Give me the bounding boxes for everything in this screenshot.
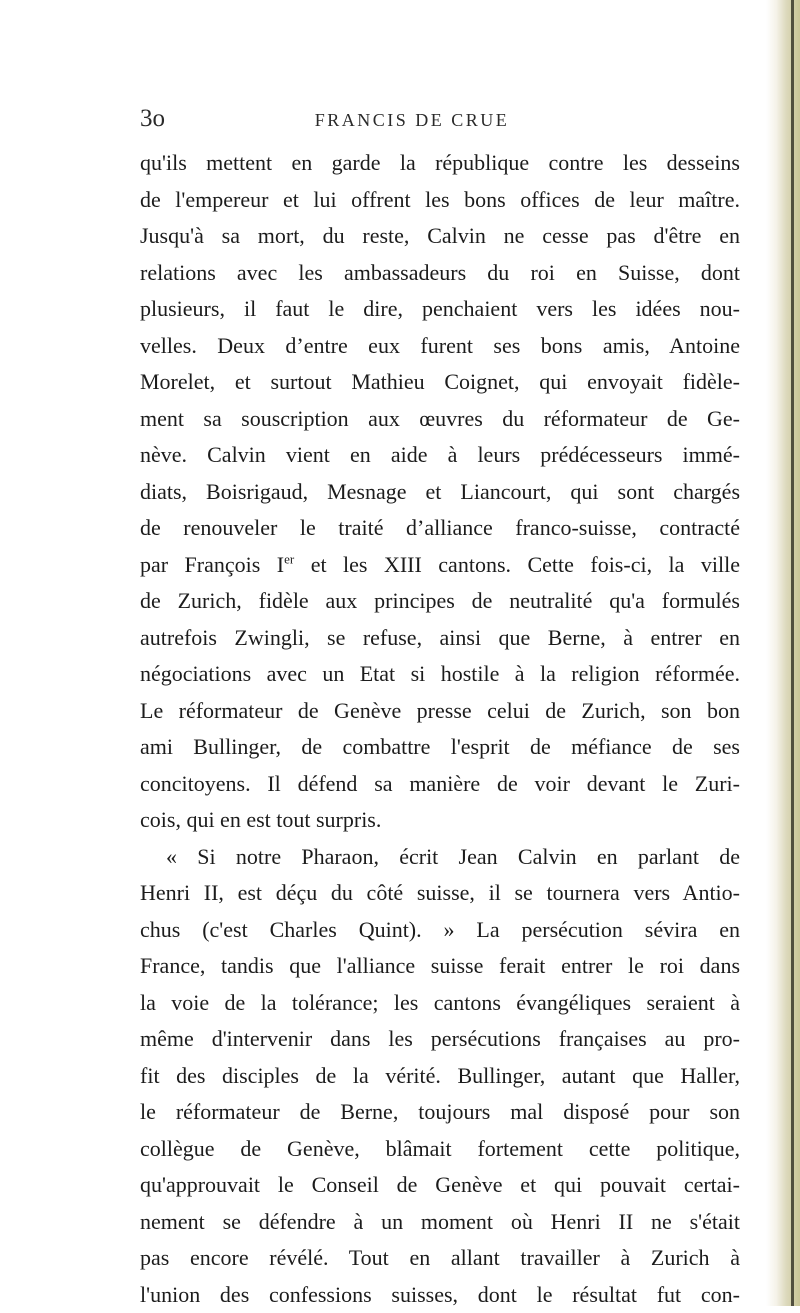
body-text [140, 145, 740, 1313]
text-line: la voie de la tolérance; les cantons évangéliques seraient à [140, 985, 740, 1022]
text-line: relations avec les ambassadeurs du roi en Suisse, dont [140, 255, 740, 292]
text-line: ami Bullinger, de combattre l'esprit de méfiance de ses [140, 729, 740, 766]
text-line: France, tandis que l'alliance suisse ferait entrer le roi dans [140, 948, 740, 985]
text-line: cois, qui en est tout surpris. [140, 802, 740, 839]
text-line: nement se défendre à un moment où Henri II ne s'était [140, 1204, 740, 1241]
text-line: l'union des confessions suisses, dont le résultat fut con- [140, 1277, 740, 1313]
page-edge-line [791, 0, 794, 1306]
superscript-er: er [284, 551, 294, 566]
text-line: de l'empereur et lui offrent les bons offices de leur maître. [140, 182, 740, 219]
text-line: concitoyens. Il défend sa manière de voir devant le Zuri- [140, 766, 740, 803]
text-line: chus (c'est Charles Quint). » La persécution sévira en [140, 912, 740, 949]
text-line: qu'approuvait le Conseil de Genève et qui pouvait certai- [140, 1167, 740, 1204]
text-line: fit des disciples de la vérité. Bullinger, autant que Haller, [140, 1058, 740, 1095]
text-line: Henri II, est déçu du côté suisse, il se tournera vers Antio- [140, 875, 740, 912]
running-head: FRANCIS DE CRUE [0, 107, 800, 133]
text-line: plusieurs, il faut le dire, penchaient vers les idées nou- [140, 291, 740, 328]
text-line: même d'intervenir dans les persécutions françaises au pro- [140, 1021, 740, 1058]
text-line: Jusqu'à sa mort, du reste, Calvin ne cesse pas d'être en [140, 218, 740, 255]
text-line: autrefois Zwingli, se refuse, ainsi que Berne, à entrer en [140, 620, 740, 657]
text-line: collègue de Genève, blâmait fortement cette politique, [140, 1131, 740, 1168]
text-line: Morelet, et surtout Mathieu Coignet, qui envoyait fidèle- [140, 364, 740, 401]
text-line: le réformateur de Berne, toujours mal disposé pour son [140, 1094, 740, 1131]
text-line: par François Ier et les XIII cantons. Cette fois-ci, la ville [140, 547, 740, 584]
text-line: Le réformateur de Genève presse celui de Zurich, son bon [140, 693, 740, 730]
text-line: pas encore révélé. Tout en allant travailler à Zurich à [140, 1240, 740, 1277]
text-line: « Si notre Pharaon, écrit Jean Calvin en parlant de [140, 839, 740, 876]
text-line: de renouveler le traité d’alliance franco-suisse, contracté [140, 510, 740, 547]
text-line: négociations avec un Etat si hostile à la religion réformée. [140, 656, 740, 693]
text-line: ment sa souscription aux œuvres du réformateur de Ge- [140, 401, 740, 438]
text-line: qu'ils mettent en garde la république contre les desseins [140, 145, 740, 182]
text-line: de Zurich, fidèle aux principes de neutralité qu'a formulés [140, 583, 740, 620]
page-edge-shadow [766, 0, 800, 1306]
page-number: 3o [140, 104, 165, 134]
text-line: velles. Deux d’entre eux furent ses bons amis, Antoine [140, 328, 740, 365]
text-line: nève. Calvin vient en aide à leurs prédécesseurs immé- [140, 437, 740, 474]
text-line: diats, Boisrigaud, Mesnage et Liancourt, qui sont chargés [140, 474, 740, 511]
